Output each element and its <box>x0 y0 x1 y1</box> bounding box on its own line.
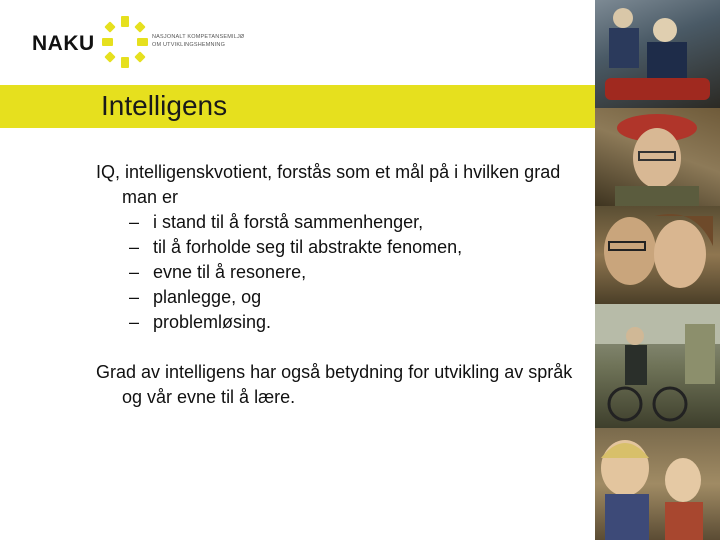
slide-body <box>96 160 586 410</box>
logo-wordmark: NAKU <box>32 32 95 55</box>
bullet-text: planlegge, og <box>153 287 262 307</box>
photo-couple <box>595 206 720 304</box>
photo-elderly-woman <box>595 108 720 206</box>
photo-cyclist <box>595 304 720 428</box>
photo-snowmobile <box>595 0 720 108</box>
bullet-dash: – <box>129 312 140 332</box>
bullet-dash: – <box>129 212 140 232</box>
logo-tagline <box>152 33 244 49</box>
paragraph-development: Grad av intelligens har også betydning for utvikling av språk og vår evne til å lære. <box>96 362 573 407</box>
photo-strip <box>595 0 720 540</box>
bullet-text: problemløsing. <box>153 312 272 332</box>
bullet-item <box>129 260 586 285</box>
logo-tagline-line-2: OM UTVIKLINGSHEMNING <box>152 42 226 48</box>
bullet-item <box>129 235 586 260</box>
bullet-text: i stand til å forstå sammenhenger, <box>153 212 424 232</box>
naku-logo <box>30 14 270 74</box>
bullet-dash: – <box>129 262 140 282</box>
snowmobile-photo-icon <box>595 0 720 108</box>
logo-tagline-line-1: NASJONALT KOMPETANSEMILJØ <box>152 34 245 40</box>
bullet-text: til å forholde seg til abstrakte fenomen, <box>153 237 463 257</box>
woman-photo-icon <box>595 108 720 206</box>
slide-title: Intelligens <box>101 90 228 121</box>
bullet-item <box>129 210 586 235</box>
bullet-dash: – <box>129 237 140 257</box>
bullet-item <box>129 285 586 310</box>
photo-children <box>595 428 720 540</box>
bullet-list <box>96 210 586 335</box>
children-photo-icon <box>595 428 720 540</box>
bullet-item <box>129 310 586 335</box>
sun-logo-icon <box>100 14 150 70</box>
bullet-text: evne til å resonere, <box>153 262 307 282</box>
couple-photo-icon <box>595 206 720 304</box>
paragraph-iq: IQ, intelligenskvotient, forstås som et mål på i hvilken grad man er <box>96 162 561 207</box>
cyclist-photo-icon <box>595 304 720 428</box>
bullet-dash: – <box>129 287 140 307</box>
title-band <box>0 85 595 128</box>
